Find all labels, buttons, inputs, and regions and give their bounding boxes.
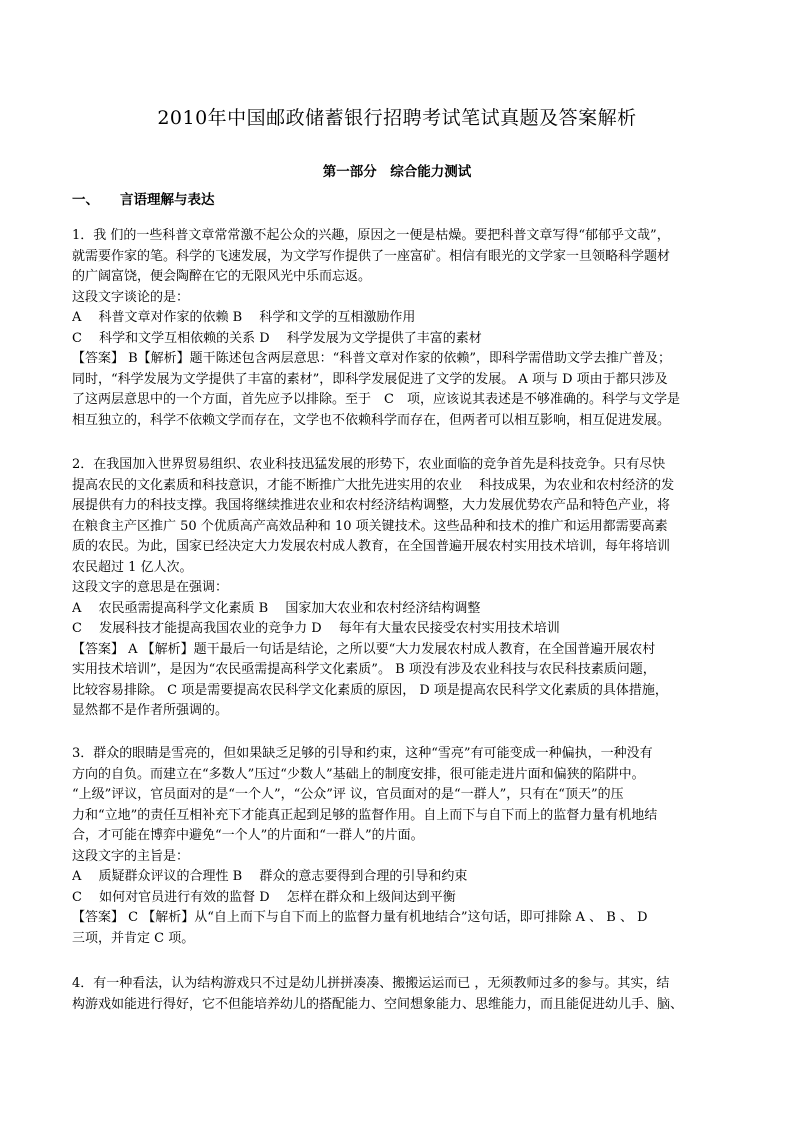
question-text-line: 构游戏如能进行得好，它不但能培养幼儿的搭配能力、空间想象能力、思维能力，而且能促进幼儿手、脑、 (72, 996, 684, 1012)
answer-line: 【答案】 A 【解析】题干最后一句话是结论，之所以要“大力发展农村成人教育，在全国普遍开展农村 (72, 641, 656, 657)
question-text-line: 力和“立地”的责任互相补充下才能真正起到足够的监督作用。自上而下与自下而上的监督力量有机地结 (72, 807, 658, 823)
question-2 (72, 455, 722, 722)
answer-line: 实用技术培训”，是因为“农民亟需提高科学文化素质”。 B 项没有涉及农业科技与农民科技素质问题， (72, 662, 656, 677)
answer-line: 相互独立的，科学不依赖文学而存在，文学也不依赖科学而存在，但两者可以相互影响，相互促进发展。 (72, 412, 671, 428)
question-text-line: 方向的自负。而建立在“多数人”压过“少数人”基础上的制度安排，很可能走进片面和偏狭的陷阱中。 (72, 766, 645, 782)
question-4 (72, 974, 722, 1015)
part-heading: 第一部分 综合能力测试 (322, 164, 472, 180)
question-text-line: 质的农民。为此，国家已经决定大力发展农村成人教育，在全国普遍开展农村实用技术培训，每年将培训 (72, 539, 671, 554)
question-text-line: 提高农民的文化素质和科技意识，才能不断推广大批先进实用的农业 科技成果，为农业和农村经济的发 (72, 477, 675, 493)
question-text-line: 展提供有力的科技支撑。我国将继续推进农业和农村经济结构调整，大力发展优势农产品和特色产业，将 (72, 498, 671, 513)
question-text-line: 的广阔富饶，便会陶醉在它的无限风光中乐而忘返。 (72, 269, 372, 284)
question-prompt: 这段文字的主旨是： (72, 848, 190, 864)
document-title: 2010年中国邮政储蓄银行招聘考试笔试真题及答案解析 (157, 107, 637, 129)
section-number: 一、 (72, 192, 99, 208)
answer-line: 同时，“科学发展为文学提供了丰富的素材”，即科学发展促进了文学的发展。 A 项与 D 项由于都只涉及 (72, 371, 668, 387)
options-line: A 农民亟需提高科学文化素质 B 国家加大农业和农村经济结构调整 (72, 600, 481, 616)
options-line: C 如何对官员进行有效的监督 D 怎样在群众和上级间达到平衡 (72, 889, 456, 905)
question-prompt: 这段文字谈论的是： (72, 289, 190, 305)
question-text-line: 3．群众的眼睛是雪亮的，但如果缺乏足够的引导和约束，这种“雪亮”有可能变成一种偏执，一种没有 (72, 746, 653, 761)
question-text-line: “上级”评议，官员面对的是“一个人”，“公众”评 议，官员面对的是“一群人”，只有在“顶天”的压 (72, 787, 624, 802)
options-line: C 发展科技才能提高我国农业的竞争力 D 每年有大量农民接受农村实用技术培训 (72, 621, 560, 636)
question-text-line: 2．在我国加入世界贸易组织、农业科技迅猛发展的形势下，农业面临的竞争首先是科技竞争。只有尽快 (72, 457, 666, 472)
question-3 (72, 744, 722, 949)
options-line: C 科学和文学互相依赖的关系 D 科学发展为文学提供了丰富的素材 (72, 330, 482, 346)
answer-line: 【答案】 B【解析】题干陈述包含两层意思：“科普文章对作家的依赖”，即科学需借助文学去推广普及； (72, 351, 671, 366)
question-prompt: 这段文字的意思是在强调： (72, 580, 229, 595)
answer-line: 三项，并肯定 C 项。 (72, 930, 195, 946)
question-1 (72, 226, 722, 431)
question-text-line: 合，才可能在博弈中避免“一个人”的片面和“一群人”的片面。 (72, 828, 424, 843)
options-line: A 科普文章对作家的依赖 B 科学和文学的互相激励作用 (72, 310, 416, 325)
question-text-line: 4．有一种看法，认为结构游戏只不过是幼儿拼拼凑凑、搬搬运运而已 ，无须教师过多的参与。其实，结 (72, 976, 670, 991)
answer-line: 比较容易排除。 C 项是需要提高农民科学文化素质的原因， D 项是提高农民科学文化素质的具体措施， (72, 682, 668, 698)
answer-line: 【答案】 C 【解析】从“自上而下与自下而上的监督力量有机地结合”这句话，即可排除 A 、 B 、 D (72, 910, 648, 925)
answer-line: 了这两层意思中的一个方面，首先应予以排除。至于 C 项，应该说其表述是不够准确的。科学与文学是 (72, 392, 680, 407)
section-heading (72, 188, 215, 208)
question-text-line: 就需要作家的笔。科学的飞速发展，为文学写作提供了一座富矿。相信有眼光的文学家一旦领略科学题材 (72, 248, 671, 264)
question-text-line: 在粮食主产区推广 50 个优质高产高效品种和 10 项关键技术。这些品种和技术的推广和运用都需要高素 (72, 518, 668, 534)
answer-line: 显然都不是作者所强调的。 (72, 703, 229, 718)
question-text-line: 农民超过 1 亿人次。 (72, 559, 193, 575)
question-text-line: 1．我 们的一些科普文章常常激不起公众的兴趣，原因之一便是枯燥。要把科普文章写得“郁郁乎文哉”， (72, 228, 670, 243)
options-line: A 质疑群众评议的合理性 B 群众的意志要得到合理的引导和约束 (72, 869, 468, 884)
section-label: 言语理解与表达 (120, 192, 215, 208)
